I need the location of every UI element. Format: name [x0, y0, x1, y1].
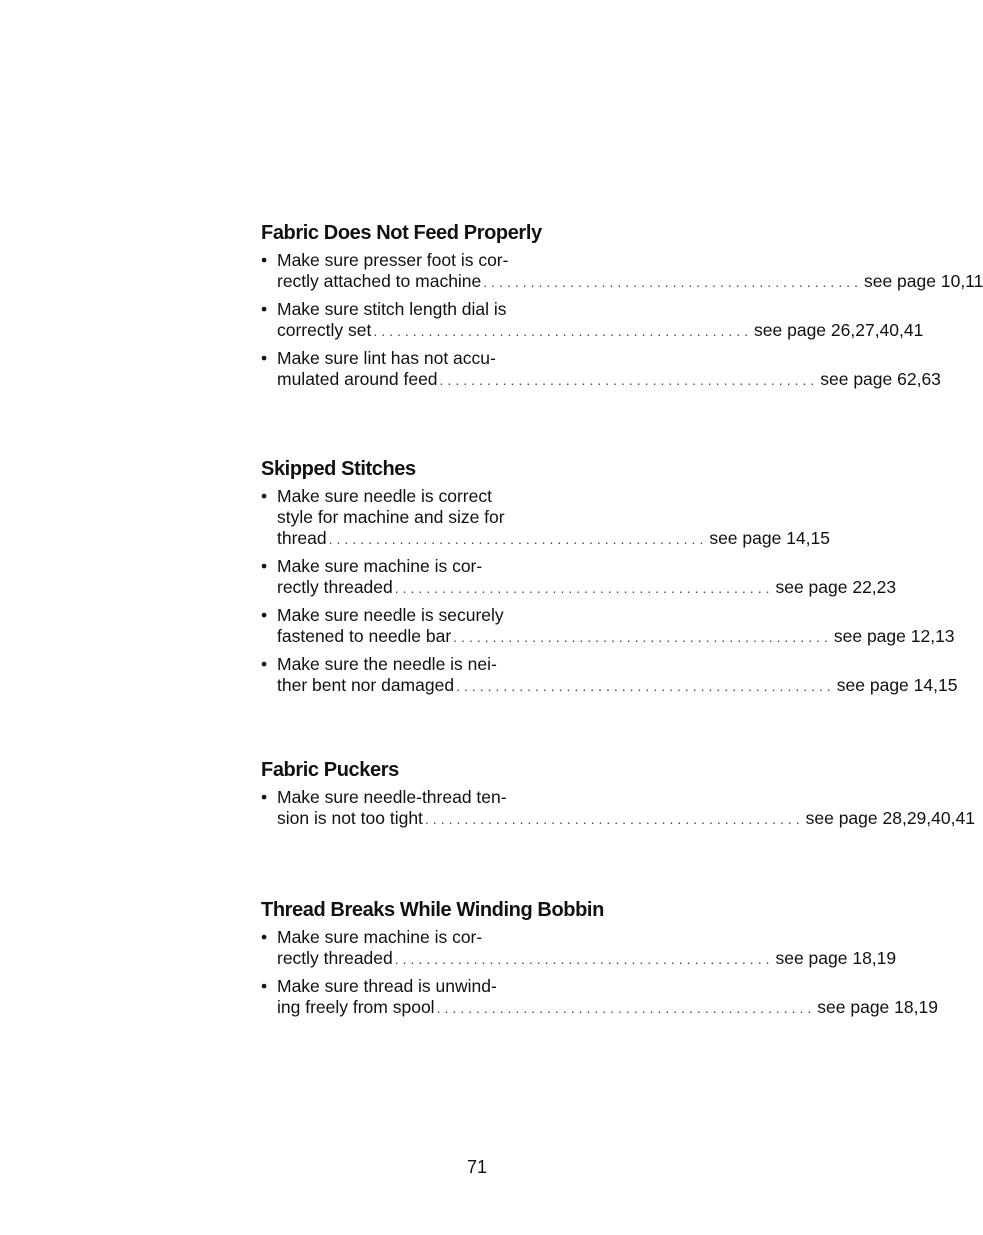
- item-text: mulated around feed: [277, 369, 438, 389]
- item-text: style for machine and size for: [277, 507, 505, 527]
- section-heading: Skipped Stitches: [261, 458, 416, 480]
- section-heading: Thread Breaks While Winding Bobbin: [261, 899, 604, 921]
- section-thread-breaks-winding-bobbin: [261, 897, 938, 1025]
- item-text: Make sure machine is cor-: [277, 556, 483, 576]
- item-reference-line: [277, 675, 958, 697]
- page-reference: see page 18,19: [775, 948, 897, 968]
- item-reference-line: [277, 271, 983, 293]
- bullet-icon: •: [261, 976, 268, 996]
- section-fabric-does-not-feed: [261, 220, 983, 397]
- list-item: [261, 605, 955, 648]
- item-text: fastened to needle bar: [277, 626, 452, 646]
- item-text: rectly threaded: [277, 577, 393, 597]
- item-text: Make sure needle is correct: [277, 486, 492, 506]
- leader-dots: ................................................: [453, 629, 832, 645]
- item-text: rectly attached to machine: [277, 271, 482, 291]
- page-reference: see page 12,13: [833, 626, 955, 646]
- item-reference-line: [277, 997, 938, 1019]
- bullet-icon: •: [261, 654, 268, 674]
- item-reference-line: [277, 320, 924, 342]
- item-reference-line: [277, 626, 955, 648]
- section-heading: Fabric Does Not Feed Properly: [261, 222, 542, 244]
- item-text: ing freely from spool: [277, 997, 435, 1017]
- bullet-icon: •: [261, 348, 268, 368]
- leader-dots: ................................................: [373, 323, 753, 339]
- leader-dots: ................................................: [456, 678, 835, 694]
- bullet-icon: •: [261, 486, 268, 506]
- item-text: Make sure presser foot is cor-: [277, 250, 509, 270]
- item-text: Make sure needle is securely: [277, 605, 504, 625]
- list-item: [261, 299, 924, 342]
- bullet-icon: •: [261, 556, 268, 576]
- bullet-icon: •: [261, 927, 268, 947]
- item-text: thread: [277, 528, 327, 548]
- page-reference: see page 62,63: [820, 369, 941, 389]
- list-item: [261, 250, 983, 293]
- leader-dots: ................................................: [424, 811, 804, 827]
- page-number: 71: [466, 1157, 488, 1177]
- item-text: Make sure stitch length dial is: [277, 299, 507, 319]
- item-text: Make sure thread is unwind-: [277, 976, 497, 996]
- item-reference-line: [277, 528, 830, 550]
- section-skipped-stitches: [261, 456, 958, 703]
- item-text: Make sure needle-thread ten-: [277, 787, 507, 807]
- leader-dots: ................................................: [483, 274, 862, 290]
- section-heading: Fabric Puckers: [261, 759, 399, 781]
- page-reference: see page 10,11: [863, 271, 983, 291]
- item-reference-line: [277, 948, 897, 970]
- leader-dots: ................................................: [394, 580, 774, 596]
- page-reference: see page 18,19: [817, 997, 938, 1017]
- page-reference: see page 26,27,40,41: [754, 320, 924, 340]
- bullet-icon: •: [261, 605, 268, 625]
- section-fabric-puckers: [261, 757, 975, 836]
- page-reference: see page 28,29,40,41: [805, 808, 975, 828]
- leader-dots: ................................................: [439, 372, 819, 388]
- item-text: ther bent nor damaged: [277, 675, 455, 695]
- list-item: [261, 654, 958, 697]
- item-text: sion is not too tight: [277, 808, 423, 828]
- page-reference: see page 14,15: [836, 675, 958, 695]
- item-text: Make sure the needle is nei-: [277, 654, 497, 674]
- page-reference: see page 14,15: [709, 528, 830, 548]
- item-text: rectly threaded: [277, 948, 393, 968]
- bullet-icon: •: [261, 787, 268, 807]
- list-item: [261, 348, 941, 391]
- list-item: [261, 556, 897, 599]
- leader-dots: ................................................: [328, 531, 708, 547]
- item-reference-line: [277, 577, 897, 599]
- leader-dots: ................................................: [436, 1000, 816, 1016]
- leader-dots: ................................................: [394, 951, 774, 967]
- list-item: [261, 927, 897, 970]
- item-text: Make sure lint has not accu-: [277, 348, 496, 368]
- item-text: Make sure machine is cor-: [277, 927, 483, 947]
- item-reference-line: [277, 369, 941, 391]
- item-reference-line: [277, 808, 975, 830]
- item-text: correctly set: [277, 320, 372, 340]
- bullet-icon: •: [261, 299, 268, 319]
- bullet-icon: •: [261, 250, 268, 270]
- list-item: [261, 976, 938, 1019]
- list-item: [261, 486, 830, 550]
- page-reference: see page 22,23: [775, 577, 897, 597]
- list-item: [261, 787, 975, 830]
